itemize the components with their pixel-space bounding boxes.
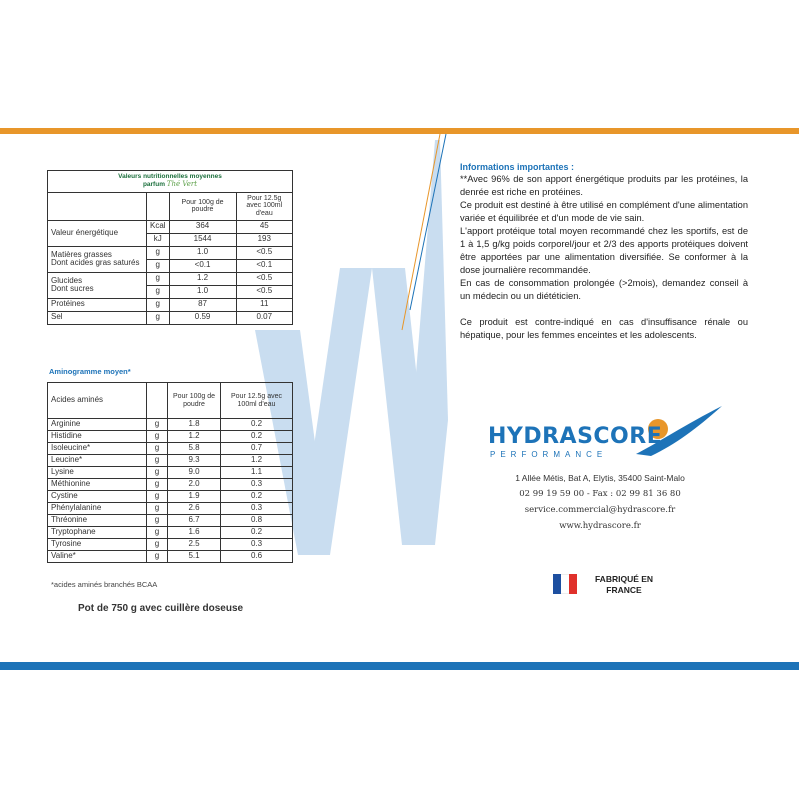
- info-paragraph: L'apport protéique total moyen recommandé chez les sportifs, est de 1 à 1,5 g/kg poids corporel/jour et 2/3 des apports protéiques doivent être apportées par une alimentation diversifiée. Se conformer à la dose journalière recommandée.: [460, 226, 748, 275]
- info-title: Informations importantes :: [460, 162, 575, 172]
- made-in-france: FABRIQUÉ EN FRANCE: [594, 574, 654, 595]
- brand-name: HYDRASCORE: [488, 424, 663, 449]
- brand-tagline: PERFORMANCE: [490, 450, 608, 459]
- amino-title: Aminogramme moyen*: [49, 367, 131, 376]
- amino-col1-header: Pour 100g de poudre: [168, 383, 221, 419]
- nutrition-col2-header: Pour 12.5g avec 100ml d'eau: [236, 192, 292, 220]
- french-flag-icon: [553, 574, 577, 594]
- nutrition-table: Valeurs nutritionnelles moyennes parfum Thé Vert Pour 100g de poudre Pour 12.5g avec 100ml d'eau Valeur énergétique Kcal 364 45 kJ 1544 193 Matières grasses Dont acides gras saturés g 1.0 <0.5 g <0.1 <0.1 Glucides Dont sucres g 1.2 <0.5 g 1.0 <0.5 Protéines g 87 11 Sel g 0.59 0.07: [47, 170, 293, 325]
- amino-row: Arginine g 1.8 0.2: [48, 419, 293, 431]
- amino-row: Thréonine g 6.7 0.8: [48, 515, 293, 527]
- bottom-blue-bar: [0, 662, 799, 670]
- parfum-value: Thé Vert: [166, 179, 198, 188]
- amino-row: Tryptophane g 1.6 0.2: [48, 527, 293, 539]
- pot-description: Pot de 750 g avec cuillère doseuse: [78, 603, 244, 614]
- email: service.commercial@hydrascore.fr: [524, 505, 676, 515]
- amino-row: Tyrosine g 2.5 0.3: [48, 539, 293, 551]
- contact-block: [470, 470, 730, 534]
- amino-table: [47, 382, 293, 563]
- amino-row: Phénylalanine g 2.6 0.3: [48, 503, 293, 515]
- amino-row: Valine* g 5.1 0.6: [48, 551, 293, 563]
- amino-row: Leucine* g 9.3 1.2: [48, 455, 293, 467]
- amino-row: Cystine g 1.9 0.2: [48, 491, 293, 503]
- bcaa-footnote: *acides aminés branchés BCAA: [51, 580, 158, 589]
- phone-fax: 02 99 19 59 00 - Fax : 02 99 81 36 80: [519, 489, 681, 499]
- info-paragraph: En cas de consommation prolongée (>2mois), demandez conseil à un médecin ou un diététicien.: [460, 278, 748, 301]
- info-paragraph: **Avec 96% de son apport énergétique produits par les protéines, la denrée est riche en protéines.: [460, 174, 748, 197]
- amino-col2-header: Pour 12.5g avec 100ml d'eau: [221, 383, 293, 419]
- amino-row: Méthionine g 2.0 0.3: [48, 479, 293, 491]
- amino-row: Histidine g 1.2 0.2: [48, 431, 293, 443]
- nutrition-title: Valeurs nutritionnelles moyennes: [118, 173, 222, 180]
- info-paragraph: Ce produit est destiné à être utilisé en complément d'une alimentation variée et équilibrée et d'un mode de vie sain.: [460, 200, 748, 223]
- amino-row: Lysine g 9.0 1.1: [48, 467, 293, 479]
- energy-label: Valeur énergétique: [48, 220, 147, 246]
- info-paragraph: Ce produit est contre-indiqué en cas d'insuffisance rénale ou hépatique, pour les femmes enceintes et les adolescents.: [460, 317, 748, 340]
- amino-row: Isoleucine* g 5.8 0.7: [48, 443, 293, 455]
- amino-rows: [48, 419, 293, 563]
- website: www.hydrascore.fr: [559, 521, 641, 531]
- amino-header-label: Acides aminés: [48, 383, 147, 419]
- fat-label-cell: Matières grasses Dont acides gras saturés: [48, 246, 147, 272]
- info-text: [460, 173, 748, 342]
- nutrition-col1-header: Pour 100g de poudre: [169, 192, 236, 220]
- address: 1 Allée Métis, Bat A, Elytis, 35400 Saint-Malo: [515, 473, 685, 483]
- carbs-label-cell: Glucides Dont sucres: [48, 272, 147, 298]
- parfum-label: parfum: [142, 180, 165, 188]
- nutrition-title-cell: [48, 171, 293, 193]
